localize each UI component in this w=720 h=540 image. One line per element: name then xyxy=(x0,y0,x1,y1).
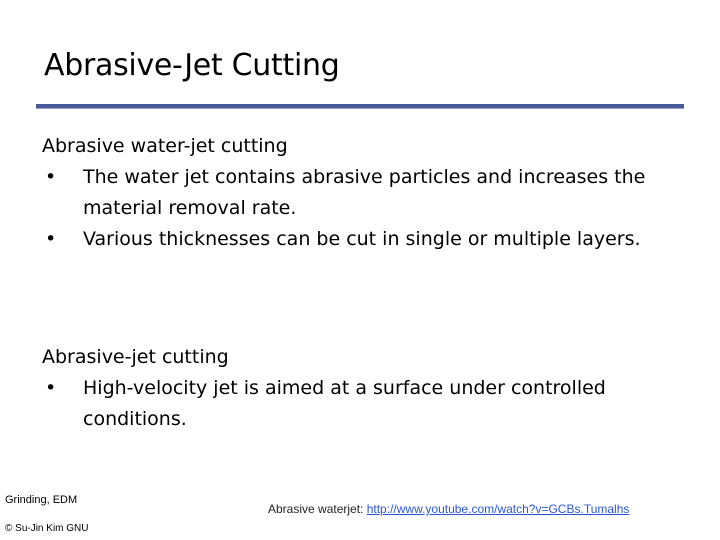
bullet-item xyxy=(42,373,663,435)
bullet-text: High-velocity jet is aimed at a surface under controlled conditions. xyxy=(83,377,606,430)
bullet-icon: • xyxy=(45,377,57,399)
youtube-link[interactable]: http://www.youtube.com/watch?v=GCBs.Tumalhs xyxy=(366,502,630,516)
section-heading: Abrasive-jet cutting xyxy=(42,346,229,368)
bullet-item xyxy=(42,224,663,255)
footer-reference xyxy=(268,502,629,517)
bullet-icon: • xyxy=(45,166,57,188)
slide-title: Abrasive-Jet Cutting xyxy=(44,48,340,83)
bullet-list xyxy=(42,373,663,435)
footer-credit: © Su-Jin Kim GNU xyxy=(5,523,89,534)
footer-reference-label: Abrasive waterjet: xyxy=(268,502,364,516)
bullet-text: Various thicknesses can be cut in single or multiple layers. xyxy=(83,228,641,250)
title-divider xyxy=(36,104,684,109)
bullet-icon: • xyxy=(45,228,57,250)
footer-topic: Grinding, EDM xyxy=(5,494,78,506)
section-abrasive-jet xyxy=(42,342,663,435)
bullet-list xyxy=(42,162,663,255)
section-heading: Abrasive water-jet cutting xyxy=(42,135,288,157)
bullet-item xyxy=(42,162,663,224)
bullet-text: The water jet contains abrasive particles and increases the material removal rate. xyxy=(83,166,646,219)
section-abrasive-water-jet xyxy=(42,131,663,255)
